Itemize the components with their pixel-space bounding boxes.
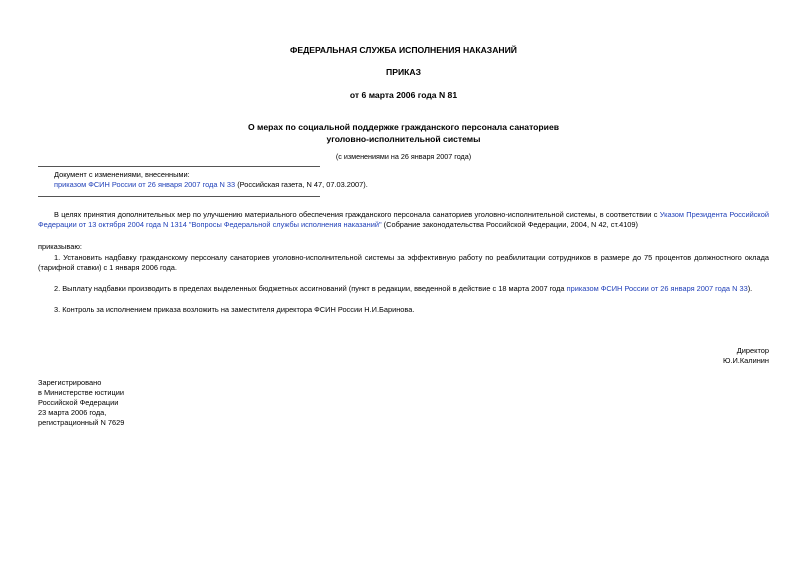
- document-title: [0, 121, 807, 145]
- preamble-paragraph: [38, 210, 769, 230]
- title-line-1: О мерах по социальной поддержке гражданского персонала санаториев: [247, 122, 560, 132]
- item-2-text: 2. Выплату надбавки производить в пределах выделенных бюджетных ассигнований (пункт в редакции, введенной в действие с 18 марта 2007 года: [54, 284, 567, 293]
- signatory-name: Ю.И.Калинин: [722, 356, 769, 365]
- amendment-reference: [54, 180, 368, 190]
- order-item-2: [38, 284, 769, 294]
- item-2-order-link[interactable]: приказом ФСИН России от 26 января 2007 года N 33: [566, 284, 748, 293]
- doc-type-heading: ПРИКАЗ: [386, 67, 421, 77]
- amendment-order-link[interactable]: приказом ФСИН России от 26 января 2007 года N 33: [54, 180, 236, 189]
- amendment-source: (Российская газета, N 47, 07.03.2007).: [235, 180, 368, 189]
- signatory-position: Директор: [736, 346, 769, 355]
- registration-block: [38, 378, 238, 428]
- preamble-text: В целях принятия дополнительных мер по улучшению материального обеспечения гражданского персонала санаториев уголовно-исполнительной системы, в соответствии с: [54, 210, 660, 219]
- registration-line-5: регистрационный N 7629: [38, 418, 125, 427]
- amendment-intro: Документ с изменениями, внесенными:: [54, 170, 190, 179]
- registration-line-1: Зарегистрировано: [38, 378, 102, 387]
- registration-line-2: в Министерстве юстиции: [38, 388, 125, 397]
- note-divider-top: [38, 166, 320, 167]
- order-word: приказываю:: [38, 242, 82, 251]
- title-line-2: уголовно-исполнительной системы: [326, 134, 481, 144]
- amendment-notice: [54, 170, 368, 190]
- note-divider-bottom: [38, 196, 320, 197]
- registration-line-3: Российской Федерации: [38, 398, 119, 407]
- order-item-1: 1. Установить надбавку гражданскому персоналу санаториев уголовно-исполнительной системы за эффективную работу по реабилитации сотрудников в размере до 75 процентов должностного оклада (тарифной ставки) с 1 января 2006 года.: [38, 253, 769, 272]
- order-item-3: 3. Контроль за исполнением приказа возложить на заместителя директора ФСИН России Н.И.Баринова.: [54, 305, 415, 314]
- signature-block: [569, 346, 769, 366]
- agency-heading: ФЕДЕРАЛЬНАЯ СЛУЖБА ИСПОЛНЕНИЯ НАКАЗАНИЙ: [290, 45, 517, 55]
- preamble-tail: (Собрание законодательства Российской Федерации, 2004, N 42, ст.4109): [381, 220, 638, 229]
- item-2-tail: ).: [747, 284, 753, 293]
- date-number-heading: от 6 марта 2006 года N 81: [349, 90, 458, 100]
- presidential-decree-link[interactable]: Указом Президента Российской Федерации от 13 октября 2004 года N 1314 "Вопросы Федеральной службы исполнения наказаний": [38, 210, 769, 229]
- amendments-note: (с изменениями на 26 января 2007 года): [335, 152, 472, 161]
- registration-line-4: 23 марта 2006 года,: [38, 408, 107, 417]
